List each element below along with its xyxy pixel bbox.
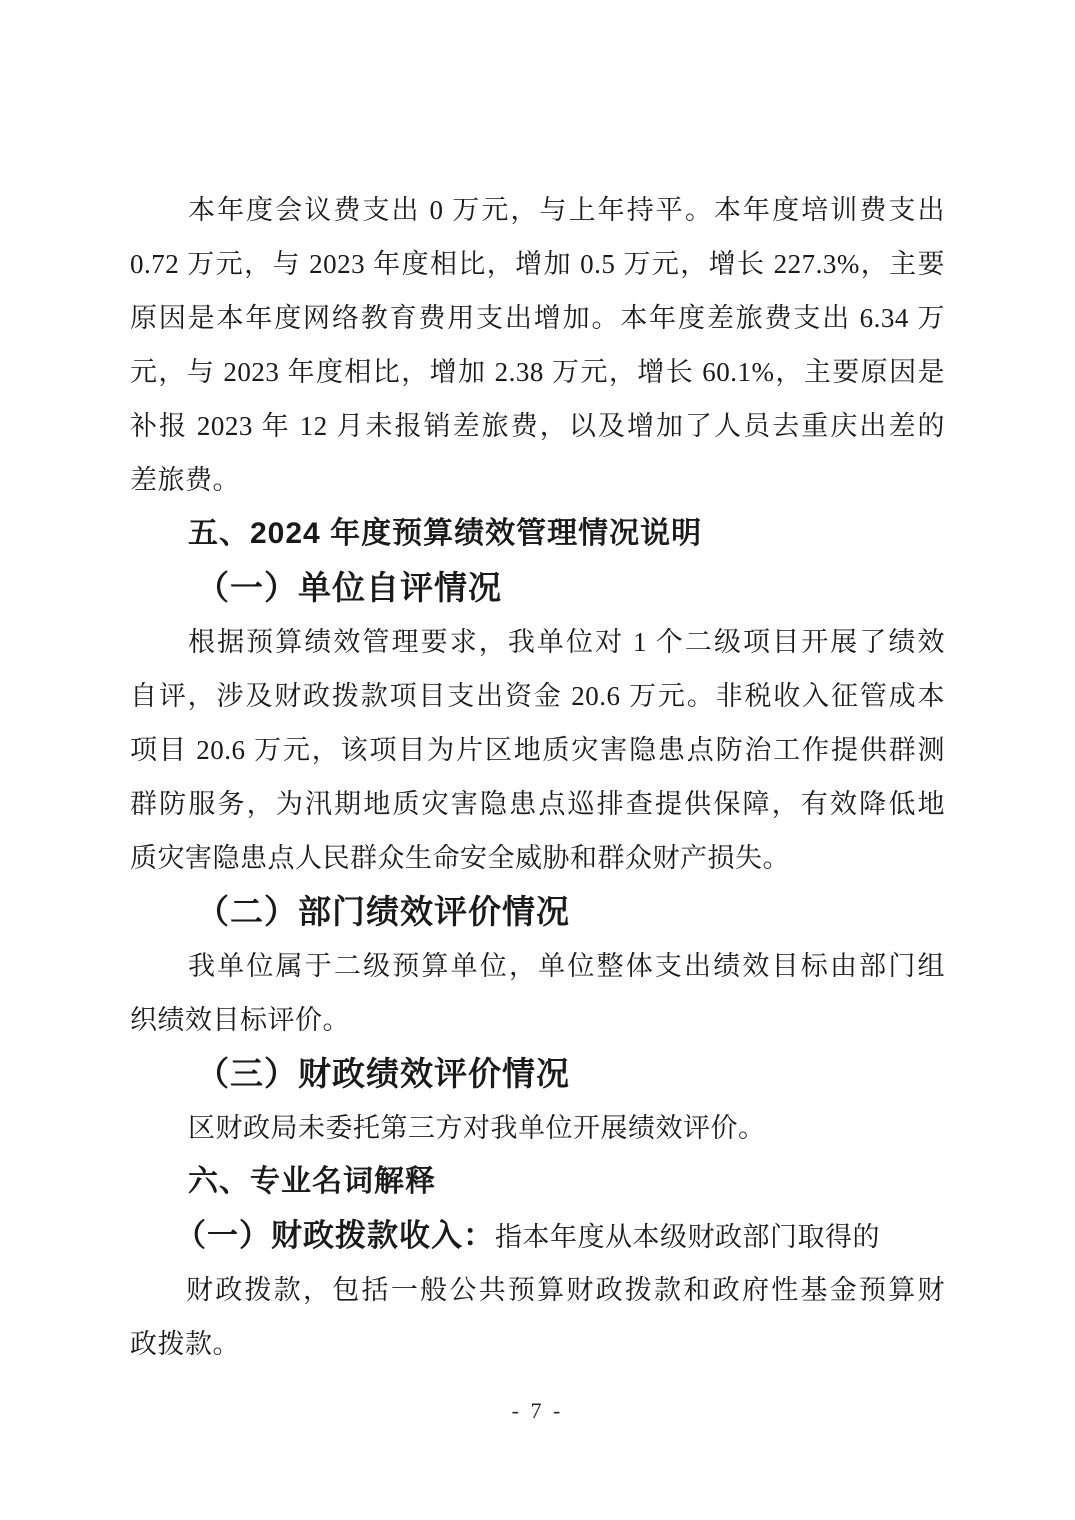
heading-department-evaluation xyxy=(130,885,945,939)
heading-unit-self-evaluation xyxy=(130,561,945,615)
heading-section-6 xyxy=(130,1155,945,1209)
text-run: 政拨款。 xyxy=(130,1329,240,1359)
document-lines xyxy=(130,183,945,1371)
text-line xyxy=(130,183,945,237)
heading-finance-evaluation xyxy=(130,1047,945,1101)
text-run: 六、专业名词解释 xyxy=(188,1165,436,1198)
text-line xyxy=(130,1155,945,1209)
text-run: 织绩效目标评价。 xyxy=(130,1005,350,1035)
text-run: 原因是本年度网络教育费用支出增加。本年度差旅费支出 6.34 万 xyxy=(130,303,945,333)
text-line xyxy=(130,993,945,1047)
para-unit-self-evaluation xyxy=(130,615,945,885)
text-run: 群防服务，为汛期地质灾害隐患点巡排查提供保障，有效降低地 xyxy=(130,789,945,819)
text-line xyxy=(130,1317,945,1371)
text-line xyxy=(130,615,945,669)
para-department-evaluation xyxy=(130,939,945,1047)
text-line xyxy=(130,399,945,453)
text-run: 自评，涉及财政拨款项目支出资金 20.6 万元。非税收入征管成本 xyxy=(130,681,945,711)
term-fiscal-appropriation-income xyxy=(130,1209,945,1371)
text-run: 差旅费。 xyxy=(130,465,240,495)
text-run: 质灾害隐患点人民群众生命安全威胁和群众财产损失。 xyxy=(130,843,790,873)
text-line xyxy=(130,723,945,777)
text-line xyxy=(130,885,945,939)
text-line xyxy=(130,1209,945,1263)
text-line xyxy=(130,777,945,831)
text-run: 元，与 2023 年度相比，增加 2.38 万元，增长 60.1%，主要原因是 xyxy=(130,357,945,387)
heading-section-5 xyxy=(130,507,945,561)
text-line xyxy=(130,345,945,399)
text-line xyxy=(130,1263,945,1317)
text-line xyxy=(130,507,945,561)
text-line xyxy=(130,939,945,993)
text-line xyxy=(130,453,945,507)
text-run: 五、2024 年度预算绩效管理情况说明 xyxy=(188,517,703,550)
text-run: （一）单位自评情况 xyxy=(196,569,502,606)
text-run: （三）财政绩效评价情况 xyxy=(196,1055,570,1092)
text-run: 财政拨款，包括一般公共预算财政拨款和政府性基金预算财 xyxy=(186,1275,945,1305)
text-run: 0.72 万元，与 2023 年度相比，增加 0.5 万元，增长 227.3%，主要 xyxy=(130,249,945,279)
text-run: （一）财政拨款收入： xyxy=(175,1218,495,1253)
text-line xyxy=(130,237,945,291)
text-run: 项目 20.6 万元，该项目为片区地质灾害隐患点防治工作提供群测 xyxy=(130,735,945,765)
text-line xyxy=(130,669,945,723)
text-run: 本年度会议费支出 0 万元，与上年持平。本年度培训费支出 xyxy=(188,195,945,225)
text-line xyxy=(130,1047,945,1101)
text-run: 区财政局未委托第三方对我单位开展绩效评价。 xyxy=(188,1113,766,1143)
text-line xyxy=(130,1101,945,1155)
page-number: - 7 - xyxy=(511,1398,564,1423)
text-run: 补报 2023 年 12 月未报销差旅费，以及增加了人员去重庆出差的 xyxy=(130,411,945,441)
text-line xyxy=(130,831,945,885)
text-line xyxy=(130,291,945,345)
para-finance-evaluation xyxy=(130,1101,945,1155)
text-line xyxy=(130,561,945,615)
text-run: 我单位属于二级预算单位，单位整体支出绩效目标由部门组 xyxy=(188,951,945,981)
para-annual-expenses xyxy=(130,183,945,507)
text-run: 根据预算绩效管理要求，我单位对 1 个二级项目开展了绩效 xyxy=(188,627,945,657)
text-run: （二）部门绩效评价情况 xyxy=(196,893,570,930)
text-run: 指本年度从本级财政部门取得的 xyxy=(495,1222,880,1252)
